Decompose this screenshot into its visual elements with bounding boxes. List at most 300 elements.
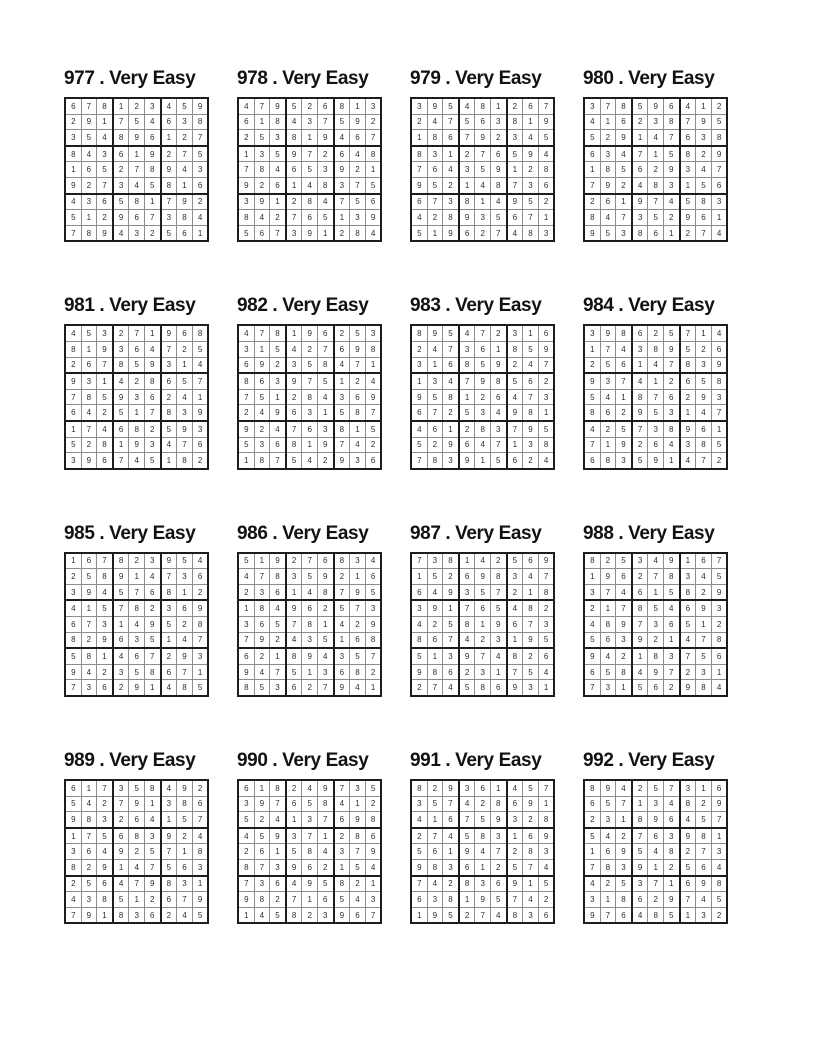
- sudoku-cell: 7: [270, 225, 286, 241]
- sudoku-row: [411, 617, 554, 633]
- sudoku-cell: 4: [680, 453, 696, 469]
- sudoku-cell: 6: [523, 828, 539, 844]
- sudoku-row: [411, 225, 554, 241]
- sudoku-cell: 9: [490, 812, 506, 828]
- sudoku-cell: 2: [523, 648, 539, 664]
- sudoku-cell: 6: [538, 177, 554, 193]
- sudoku-cell: 4: [350, 892, 366, 908]
- sudoku-cell: 2: [459, 664, 475, 680]
- sudoku-cell: 2: [334, 325, 350, 341]
- sudoku-cell: 4: [475, 844, 491, 860]
- sudoku-cell: 1: [317, 225, 333, 241]
- puzzle-982: [237, 295, 389, 469]
- puzzle-989: [64, 750, 216, 924]
- sudoku-cell: 4: [65, 325, 81, 341]
- sudoku-cell: 1: [616, 680, 632, 696]
- sudoku-cell: 4: [177, 907, 193, 923]
- sudoku-cell: 8: [507, 907, 523, 923]
- sudoku-cell: 6: [475, 600, 491, 616]
- sudoku-cell: 6: [411, 405, 427, 421]
- sudoku-row: [65, 210, 208, 226]
- sudoku-cell: 7: [334, 194, 350, 210]
- sudoku-cell: 5: [584, 389, 600, 405]
- sudoku-cell: 8: [334, 98, 350, 114]
- sudoku-cell: 6: [616, 569, 632, 585]
- sudoku-cell: 8: [334, 421, 350, 437]
- sudoku-cell: 4: [459, 325, 475, 341]
- sudoku-cell: 7: [584, 860, 600, 876]
- sudoku-cell: 1: [616, 389, 632, 405]
- sudoku-cell: 5: [144, 844, 160, 860]
- sudoku-cell: 7: [600, 907, 616, 923]
- puzzle-difficulty: Very Easy: [282, 295, 369, 317]
- sudoku-cell: 5: [680, 341, 696, 357]
- sudoku-grid: [237, 552, 382, 697]
- puzzle-992: [583, 750, 735, 924]
- sudoku-cell: 4: [427, 114, 443, 130]
- puzzle-title: [237, 523, 389, 545]
- sudoku-cell: 9: [411, 177, 427, 193]
- sudoku-cell: 9: [270, 405, 286, 421]
- sudoku-row: [65, 907, 208, 923]
- sudoku-cell: 5: [270, 617, 286, 633]
- sudoku-cell: 5: [177, 98, 193, 114]
- sudoku-cell: 8: [113, 130, 129, 146]
- sudoku-cell: 6: [711, 341, 727, 357]
- sudoku-cell: 3: [254, 146, 270, 162]
- sudoku-cell: 5: [129, 664, 145, 680]
- sudoku-cell: 5: [648, 600, 664, 616]
- sudoku-cell: 9: [302, 876, 318, 892]
- sudoku-cell: 3: [427, 892, 443, 908]
- sudoku-cell: 2: [411, 114, 427, 130]
- sudoku-row: [411, 553, 554, 569]
- sudoku-cell: 1: [129, 892, 145, 908]
- sudoku-cell: 1: [302, 664, 318, 680]
- sudoku-cell: 6: [443, 130, 459, 146]
- sudoku-cell: 2: [286, 389, 302, 405]
- sudoku-cell: 9: [238, 664, 254, 680]
- sudoku-cell: 9: [238, 421, 254, 437]
- sudoku-cell: 6: [192, 177, 208, 193]
- sudoku-cell: 2: [161, 648, 177, 664]
- sudoku-cell: 8: [411, 325, 427, 341]
- sudoku-cell: 9: [97, 860, 113, 876]
- sudoku-cell: 5: [238, 812, 254, 828]
- sudoku-cell: 6: [648, 225, 664, 241]
- sudoku-cell: 2: [350, 617, 366, 633]
- sudoku-cell: 2: [97, 664, 113, 680]
- sudoku-cell: 1: [334, 210, 350, 226]
- sudoku-cell: 1: [161, 453, 177, 469]
- sudoku-cell: 1: [632, 357, 648, 373]
- sudoku-cell: 2: [663, 860, 679, 876]
- sudoku-cell: 8: [238, 210, 254, 226]
- sudoku-cell: 2: [507, 98, 523, 114]
- sudoku-cell: 5: [192, 680, 208, 696]
- sudoku-cell: 4: [254, 210, 270, 226]
- sudoku-cell: 3: [538, 844, 554, 860]
- sudoku-cell: 3: [350, 553, 366, 569]
- sudoku-cell: 7: [177, 437, 193, 453]
- sudoku-row: [411, 389, 554, 405]
- puzzle-title-separator: .: [94, 750, 110, 772]
- sudoku-cell: 8: [600, 162, 616, 178]
- sudoku-row: [584, 405, 727, 421]
- sudoku-cell: 5: [177, 553, 193, 569]
- sudoku-cell: 5: [600, 796, 616, 812]
- puzzle-title-separator: .: [267, 750, 283, 772]
- sudoku-cell: 8: [443, 389, 459, 405]
- sudoku-cell: 8: [317, 177, 333, 193]
- sudoku-cell: 7: [584, 680, 600, 696]
- sudoku-cell: 3: [177, 114, 193, 130]
- sudoku-cell: 8: [443, 892, 459, 908]
- sudoku-cell: 1: [350, 98, 366, 114]
- sudoku-cell: 8: [663, 569, 679, 585]
- sudoku-cell: 2: [475, 632, 491, 648]
- sudoku-cell: 9: [97, 341, 113, 357]
- sudoku-cell: 5: [696, 812, 712, 828]
- sudoku-cell: 5: [680, 194, 696, 210]
- sudoku-cell: 9: [459, 648, 475, 664]
- sudoku-cell: 5: [648, 780, 664, 796]
- sudoku-row: [238, 225, 381, 241]
- sudoku-cell: 2: [711, 617, 727, 633]
- sudoku-row: [65, 876, 208, 892]
- sudoku-cell: 2: [443, 569, 459, 585]
- sudoku-row: [65, 796, 208, 812]
- sudoku-cell: 6: [350, 130, 366, 146]
- sudoku-cell: 5: [254, 130, 270, 146]
- sudoku-cell: 1: [523, 114, 539, 130]
- sudoku-cell: 6: [711, 177, 727, 193]
- sudoku-row: [65, 194, 208, 210]
- sudoku-cell: 3: [144, 437, 160, 453]
- sudoku-cell: 8: [129, 600, 145, 616]
- sudoku-cell: 7: [129, 876, 145, 892]
- puzzle-difficulty: Very Easy: [628, 750, 715, 772]
- sudoku-cell: 7: [507, 421, 523, 437]
- sudoku-cell: 4: [334, 357, 350, 373]
- sudoku-cell: 5: [696, 177, 712, 193]
- sudoku-cell: 9: [507, 680, 523, 696]
- sudoku-cell: 8: [696, 828, 712, 844]
- sudoku-cell: 6: [696, 210, 712, 226]
- sudoku-cell: 2: [144, 892, 160, 908]
- sudoku-cell: 3: [696, 130, 712, 146]
- puzzle-title: [64, 295, 216, 317]
- sudoku-cell: 2: [490, 130, 506, 146]
- puzzle-difficulty: Very Easy: [282, 522, 369, 544]
- sudoku-cell: 8: [238, 860, 254, 876]
- sudoku-row: [411, 664, 554, 680]
- sudoku-cell: 6: [459, 860, 475, 876]
- sudoku-cell: 6: [286, 796, 302, 812]
- sudoku-cell: 6: [507, 617, 523, 633]
- sudoku-cell: 4: [65, 194, 81, 210]
- sudoku-cell: 5: [584, 632, 600, 648]
- puzzle-number: 981: [64, 295, 95, 317]
- sudoku-cell: 5: [113, 405, 129, 421]
- sudoku-cell: 4: [317, 844, 333, 860]
- sudoku-cell: 4: [286, 341, 302, 357]
- sudoku-cell: 1: [427, 812, 443, 828]
- sudoku-cell: 7: [663, 357, 679, 373]
- sudoku-cell: 6: [600, 632, 616, 648]
- sudoku-cell: 7: [302, 828, 318, 844]
- sudoku-cell: 3: [538, 225, 554, 241]
- sudoku-cell: 9: [177, 780, 193, 796]
- sudoku-cell: 2: [459, 421, 475, 437]
- sudoku-row: [65, 341, 208, 357]
- sudoku-row: [65, 892, 208, 908]
- sudoku-cell: 3: [254, 876, 270, 892]
- sudoku-cell: 2: [192, 194, 208, 210]
- sudoku-cell: 1: [427, 648, 443, 664]
- sudoku-cell: 5: [600, 357, 616, 373]
- sudoku-cell: 4: [600, 648, 616, 664]
- sudoku-cell: 1: [538, 405, 554, 421]
- sudoku-cell: 2: [270, 357, 286, 373]
- sudoku-row: [65, 98, 208, 114]
- sudoku-cell: 2: [254, 648, 270, 664]
- sudoku-cell: 9: [302, 325, 318, 341]
- sudoku-row: [238, 389, 381, 405]
- sudoku-cell: 3: [238, 617, 254, 633]
- sudoku-cell: 6: [490, 680, 506, 696]
- sudoku-cell: 3: [711, 600, 727, 616]
- sudoku-cell: 7: [523, 210, 539, 226]
- puzzle-difficulty: Very Easy: [282, 68, 369, 89]
- puzzle-title-separator: .: [94, 295, 110, 317]
- sudoku-cell: 3: [144, 98, 160, 114]
- sudoku-cell: 4: [648, 844, 664, 860]
- sudoku-cell: 9: [286, 373, 302, 389]
- sudoku-cell: 3: [538, 617, 554, 633]
- sudoku-cell: 1: [113, 860, 129, 876]
- sudoku-cell: 3: [238, 194, 254, 210]
- sudoku-cell: 1: [97, 373, 113, 389]
- sudoku-cell: 9: [144, 617, 160, 633]
- sudoku-cell: 7: [427, 405, 443, 421]
- sudoku-cell: 7: [365, 130, 381, 146]
- sudoku-cell: 8: [616, 892, 632, 908]
- sudoku-cell: 8: [616, 98, 632, 114]
- sudoku-cell: 2: [584, 194, 600, 210]
- sudoku-cell: 8: [538, 584, 554, 600]
- puzzle-number: 991: [410, 750, 441, 772]
- sudoku-cell: 5: [459, 680, 475, 696]
- puzzle-title-separator: .: [94, 68, 110, 89]
- sudoku-row: [411, 812, 554, 828]
- sudoku-cell: 9: [616, 437, 632, 453]
- sudoku-cell: 9: [523, 146, 539, 162]
- sudoku-cell: 3: [192, 648, 208, 664]
- sudoku-cell: 8: [459, 194, 475, 210]
- sudoku-cell: 4: [317, 389, 333, 405]
- sudoku-cell: 5: [616, 162, 632, 178]
- sudoku-cell: 4: [65, 892, 81, 908]
- sudoku-cell: 7: [632, 421, 648, 437]
- sudoku-row: [411, 325, 554, 341]
- puzzle-difficulty: Very Easy: [628, 295, 715, 317]
- sudoku-cell: 8: [161, 876, 177, 892]
- sudoku-cell: 5: [302, 162, 318, 178]
- sudoku-cell: 2: [334, 569, 350, 585]
- sudoku-cell: 4: [192, 828, 208, 844]
- sudoku-row: [238, 453, 381, 469]
- sudoku-cell: 7: [302, 553, 318, 569]
- puzzle-title-separator: .: [440, 750, 456, 772]
- sudoku-cell: 7: [711, 405, 727, 421]
- sudoku-cell: 5: [270, 341, 286, 357]
- sudoku-cell: 7: [161, 569, 177, 585]
- sudoku-cell: 4: [270, 812, 286, 828]
- sudoku-cell: 6: [411, 194, 427, 210]
- sudoku-cell: 9: [65, 664, 81, 680]
- sudoku-cell: 8: [144, 664, 160, 680]
- sudoku-cell: 4: [365, 373, 381, 389]
- sudoku-cell: 9: [427, 600, 443, 616]
- sudoku-cell: 2: [254, 812, 270, 828]
- sudoku-row: [584, 130, 727, 146]
- puzzle-980: [583, 68, 735, 242]
- sudoku-cell: 9: [411, 664, 427, 680]
- sudoku-cell: 4: [144, 569, 160, 585]
- sudoku-cell: 9: [317, 130, 333, 146]
- sudoku-cell: 3: [270, 373, 286, 389]
- sudoku-cell: 5: [270, 907, 286, 923]
- sudoku-cell: 2: [696, 796, 712, 812]
- sudoku-cell: 7: [302, 146, 318, 162]
- sudoku-cell: 2: [507, 844, 523, 860]
- sudoku-cell: 4: [538, 453, 554, 469]
- sudoku-cell: 9: [696, 876, 712, 892]
- sudoku-cell: 8: [350, 225, 366, 241]
- sudoku-cell: 5: [144, 453, 160, 469]
- sudoku-cell: 9: [286, 860, 302, 876]
- sudoku-cell: 4: [459, 98, 475, 114]
- sudoku-cell: 7: [648, 569, 664, 585]
- sudoku-row: [238, 130, 381, 146]
- sudoku-row: [584, 177, 727, 193]
- sudoku-cell: 1: [680, 907, 696, 923]
- sudoku-cell: 2: [81, 177, 97, 193]
- sudoku-cell: 9: [238, 892, 254, 908]
- sudoku-cell: 9: [177, 648, 193, 664]
- sudoku-cell: 8: [144, 162, 160, 178]
- sudoku-cell: 2: [302, 98, 318, 114]
- sudoku-cell: 1: [680, 177, 696, 193]
- sudoku-row: [411, 130, 554, 146]
- sudoku-cell: 7: [696, 844, 712, 860]
- sudoku-cell: 6: [144, 907, 160, 923]
- sudoku-cell: 3: [97, 617, 113, 633]
- sudoku-cell: 4: [616, 341, 632, 357]
- sudoku-cell: 5: [443, 617, 459, 633]
- sudoku-cell: 9: [129, 130, 145, 146]
- sudoku-cell: 6: [616, 114, 632, 130]
- sudoku-cell: 9: [365, 210, 381, 226]
- sudoku-cell: 3: [144, 828, 160, 844]
- sudoku-row: [65, 584, 208, 600]
- sudoku-cell: 6: [490, 146, 506, 162]
- sudoku-cell: 5: [616, 876, 632, 892]
- sudoku-row: [65, 860, 208, 876]
- sudoku-row: [584, 437, 727, 453]
- sudoku-cell: 4: [350, 146, 366, 162]
- sudoku-cell: 3: [507, 812, 523, 828]
- sudoku-cell: 2: [365, 796, 381, 812]
- sudoku-cell: 6: [65, 98, 81, 114]
- sudoku-cell: 3: [317, 907, 333, 923]
- sudoku-cell: 3: [286, 828, 302, 844]
- sudoku-cell: 4: [427, 876, 443, 892]
- sudoku-cell: 2: [538, 600, 554, 616]
- sudoku-cell: 4: [192, 210, 208, 226]
- sudoku-cell: 5: [161, 225, 177, 241]
- sudoku-cell: 9: [648, 98, 664, 114]
- sudoku-cell: 2: [523, 812, 539, 828]
- sudoku-cell: 1: [144, 796, 160, 812]
- sudoku-cell: 5: [286, 664, 302, 680]
- sudoku-grid: [583, 324, 728, 469]
- sudoku-cell: 3: [443, 648, 459, 664]
- sudoku-row: [584, 146, 727, 162]
- sudoku-cell: 2: [443, 405, 459, 421]
- sudoku-cell: 9: [365, 844, 381, 860]
- sudoku-row: [411, 584, 554, 600]
- sudoku-cell: 1: [696, 780, 712, 796]
- puzzle-number: 977: [64, 68, 95, 89]
- sudoku-cell: 7: [680, 648, 696, 664]
- sudoku-cell: 5: [81, 130, 97, 146]
- sudoku-cell: 8: [711, 632, 727, 648]
- sudoku-cell: 2: [177, 130, 193, 146]
- sudoku-cell: 2: [81, 632, 97, 648]
- sudoku-cell: 8: [302, 194, 318, 210]
- sudoku-row: [238, 584, 381, 600]
- sudoku-cell: 6: [427, 844, 443, 860]
- sudoku-cell: 1: [350, 421, 366, 437]
- sudoku-cell: 6: [443, 357, 459, 373]
- puzzle-number: 985: [64, 522, 95, 544]
- sudoku-cell: 4: [81, 664, 97, 680]
- sudoku-cell: 1: [302, 437, 318, 453]
- sudoku-cell: 6: [254, 225, 270, 241]
- sudoku-row: [411, 680, 554, 696]
- sudoku-cell: 7: [161, 844, 177, 860]
- sudoku-cell: 6: [270, 584, 286, 600]
- sudoku-cell: 6: [680, 130, 696, 146]
- sudoku-cell: 1: [97, 648, 113, 664]
- sudoku-cell: 8: [411, 780, 427, 796]
- sudoku-cell: 2: [334, 225, 350, 241]
- sudoku-cell: 1: [334, 373, 350, 389]
- sudoku-cell: 2: [696, 584, 712, 600]
- sudoku-cell: 2: [113, 680, 129, 696]
- sudoku-cell: 8: [507, 341, 523, 357]
- sudoku-cell: 5: [680, 860, 696, 876]
- sudoku-row: [238, 617, 381, 633]
- sudoku-cell: 4: [350, 680, 366, 696]
- sudoku-cell: 5: [538, 130, 554, 146]
- sudoku-row: [238, 357, 381, 373]
- sudoku-cell: 7: [65, 907, 81, 923]
- sudoku-cell: 4: [616, 780, 632, 796]
- sudoku-cell: 4: [129, 453, 145, 469]
